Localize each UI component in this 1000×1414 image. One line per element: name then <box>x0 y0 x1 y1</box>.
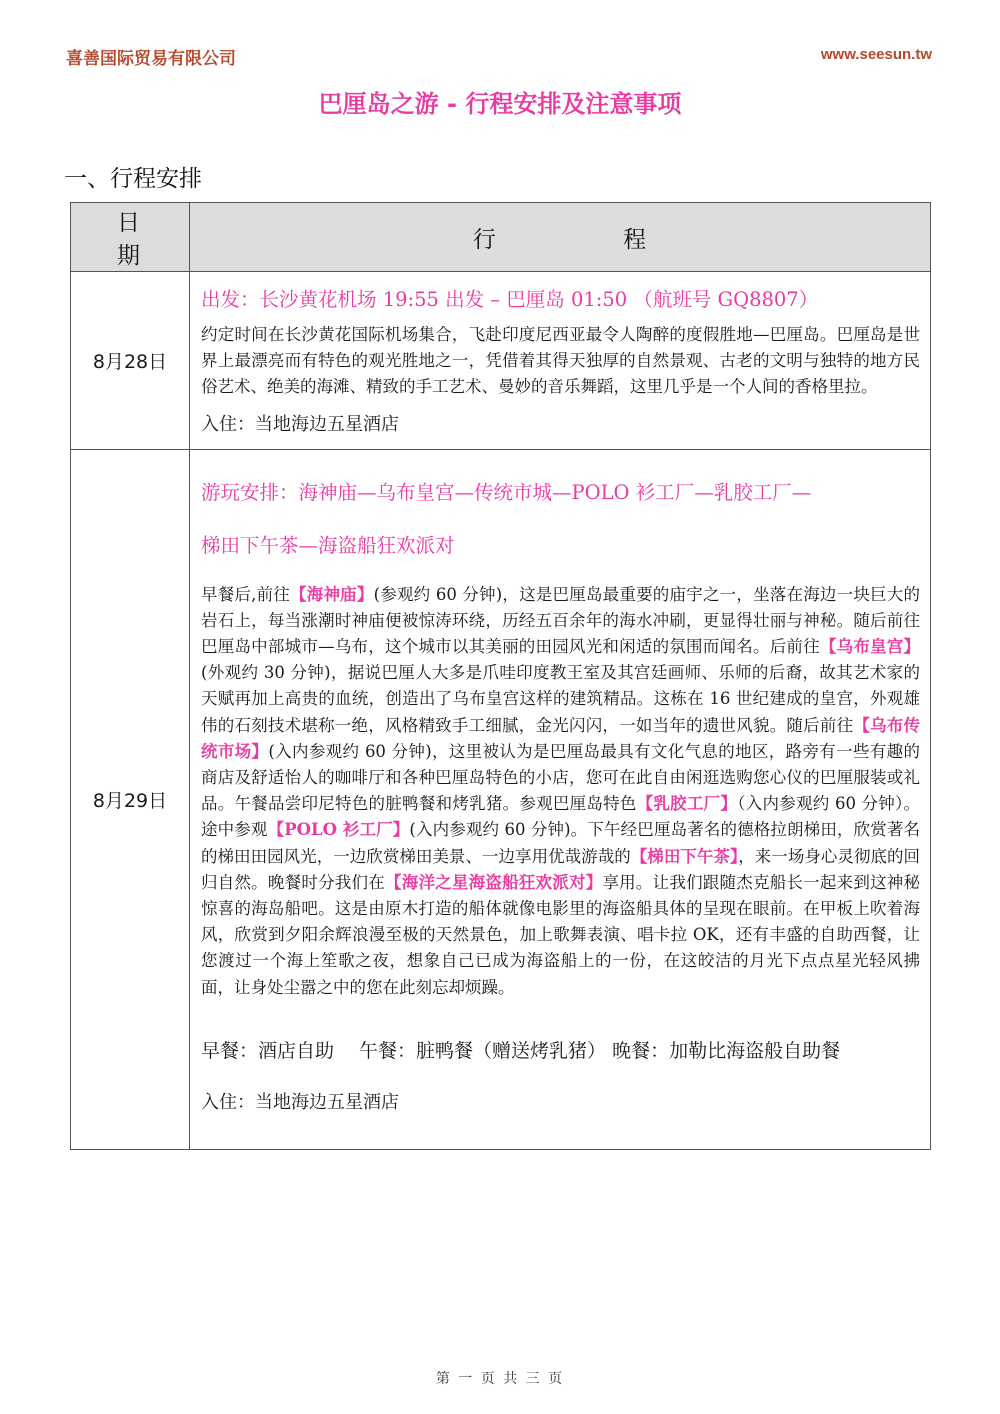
desc-text: (入内参观约 60 分钟)，这里被认为是巴厘岛最具有文化气息的地区，路旁有一些有趣的商店及舒适怡人的咖啡厅和各种巴厘岛特色的小店，您可在此自由闲逛选购您心仪的巴厘服装或礼品。午餐品尝印尼特色的脏鸭餐和烤乳猪。参观巴厘岛特色 <box>201 741 920 814</box>
day1-description: 约定时间在长沙黄花国际机场集合，飞赴印度尼西亚最令人陶醉的度假胜地—巴厘岛。巴厘岛是世界上最漂亮而有特色的观光胜地之一，凭借着其得天独厚的自然景观、古老的文明与独特的地方民俗艺术、绝美的海滩、精致的手工艺术、曼妙的音乐舞蹈，这里几乎是一个人间的香格里拉。 <box>201 325 920 397</box>
day1-stay: 入住：当地海边五星酒店 <box>201 413 399 435</box>
desc-text: 享用。让我们跟随杰克船长一起来到这神秘惊喜的海岛船吧。这是由原木打造的船体就像电影里的海盗船具体的呈现在眼前。在甲板上吹着海风，欣赏到夕阳余辉浪漫至极的天然景色，加上歌舞表演、唱卡拉 OK，还有丰盛的自助西餐，让您渡过一个海上笙歌之夜，想象自己已成为海盗船上的一份，在这皎洁的月光下点点星光轻风拂面，让身处尘嚣之中的您在此刻忘却烦躁。 <box>201 872 921 997</box>
table-row <box>71 449 931 1149</box>
desc-text: (参观约 60 分钟)，这是巴厘岛最重要的庙宇之一，坐落在海边一块巨大的岩石上，每当涨潮时神庙便被惊涛环绕，历经五百余年的海水冲刷，更显得壮丽与神秘。随后前往巴厘岛中部城市—乌布，这个城市以其美丽的田园风光和闲适的氛围而闻名。后前往 <box>201 584 921 657</box>
desc-text: (入内参观约 60 分钟)。下午经巴厘岛著名的德格拉朗梯田，欣赏著名的梯田田园风光，一边欣赏梯田美景、一边享用优哉游哉的 <box>201 820 921 866</box>
table-row <box>71 272 931 450</box>
website-url: www.seesun.tw <box>820 46 932 63</box>
highlight-pirate-party: 【海洋之星海盗船狂欢派对】 <box>385 872 603 892</box>
desc-text: （入内参观约 60 分钟）。途中参观 <box>201 794 921 840</box>
page-footer: 第 一 页 共 三 页 <box>435 1371 565 1387</box>
day2-content <box>190 449 931 1149</box>
highlight-polo-factory: 【POLO 衫工厂】 <box>267 820 410 840</box>
day1-content <box>190 272 931 450</box>
table-header-row <box>71 203 931 272</box>
highlight-sea-temple: 【海神庙】 <box>290 584 374 604</box>
itinerary-table <box>70 202 931 1150</box>
day1-date: 8月28日 <box>71 272 190 450</box>
desc-text: (外观约 30 分钟)，据说巴厘人大多是爪哇印度教王室及其宫廷画师、乐师的后裔，故其艺术家的天赋再加上高贵的血统，创造出了乌布皇宫这样的建筑精品。这栋在 16 世纪建成的皇宫，外观雄伟的石刻技术堪称一绝，风格精致手工细腻，金光闪闪，一如当年的遗世风貌。随后前往 <box>201 663 920 735</box>
company-name: 喜善国际贸易有限公司 <box>66 49 236 69</box>
day2-heading-line2: 梯田下午茶—海盗船狂欢派对 <box>201 533 455 557</box>
day2-heading <box>201 466 920 572</box>
itinerary-column-header: 行 程 <box>190 203 931 272</box>
desc-text: 早餐后,前往 <box>201 584 291 604</box>
section-title: 一、行程安排 <box>64 166 202 192</box>
day2-meals: 早餐：酒店自助 午餐：脏鸭餐（赠送烤乳猪） 晚餐：加勒比海盗般自助餐 <box>201 1039 841 1062</box>
highlight-ubud-palace: 【乌布皇宫】 <box>819 637 921 657</box>
document-title: 巴厘岛之游 - 行程安排及注意事项 <box>318 90 682 118</box>
day2-heading-line1: 游玩安排：海神庙—乌布皇宫—传统市城—POLO 衫工厂—乳胶工厂— <box>201 480 812 504</box>
date-column-header: 日 期 <box>71 203 190 272</box>
highlight-ubud-market: 【乌布传统市场】 <box>201 715 921 761</box>
day2-description <box>201 582 920 1001</box>
desc-text: ，来一场身心灵彻底的回归自然。晚餐时分我们在 <box>201 846 921 892</box>
day2-date: 8月29日 <box>71 449 190 1149</box>
day1-heading: 出发：长沙黄花机场 19:55 出发 – 巴厘岛 01:50 （航班号 GQ8807） <box>201 288 819 311</box>
day2-stay: 入住：当地海边五星酒店 <box>201 1091 399 1113</box>
highlight-afternoon-tea: 【梯田下午茶】 <box>630 846 739 866</box>
highlight-latex-factory: 【乳胶工厂】 <box>636 794 738 814</box>
